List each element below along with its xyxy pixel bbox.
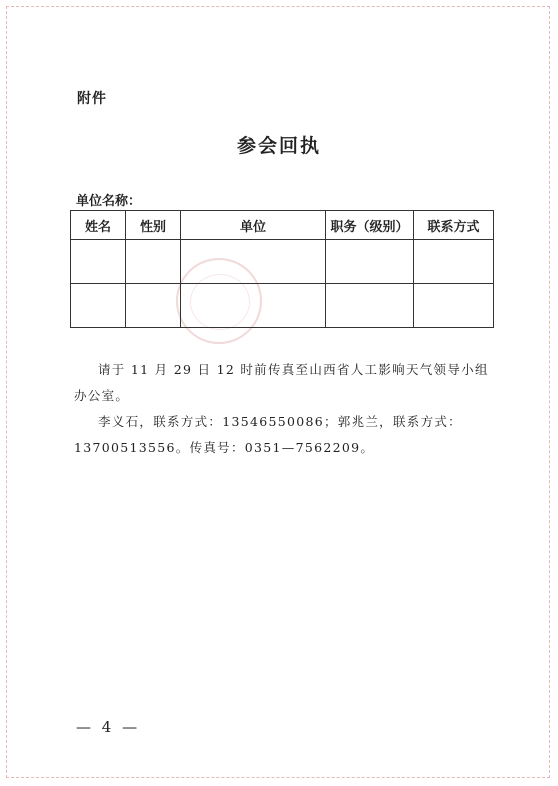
table-cell [126,284,181,328]
table-cell [126,240,181,284]
header-position: 职务（级别） [326,211,414,240]
table-header-row [71,211,494,240]
table-cell [414,284,494,328]
reply-table [70,210,494,328]
table-row [71,284,494,328]
table-row [71,240,494,284]
table-cell [71,240,126,284]
contact-paragraph: 李义石，联系方式：13546550086；郭兆兰，联系方式：13700513556。传真号：0351—7562209。 [74,414,462,455]
header-gender: 性别 [126,211,181,240]
table-cell [414,240,494,284]
page-number: — 4 — [76,718,141,736]
header-name: 姓名 [71,211,126,240]
table-cell [326,284,414,328]
table-cell [181,284,326,328]
table-cell [326,240,414,284]
table-cell [181,240,326,284]
header-unit: 单位 [181,211,326,240]
attachment-label: 附件 [77,91,107,107]
table-cell [71,284,126,328]
page-title: 参会回执 [236,135,321,157]
header-contact: 联系方式 [414,211,494,240]
unit-name-label: 单位名称： [76,194,142,209]
instruction-paragraph: 请于 11 月 29 日 12 时前传真至山西省人工影响天气领导小组办公室。 [74,362,489,403]
